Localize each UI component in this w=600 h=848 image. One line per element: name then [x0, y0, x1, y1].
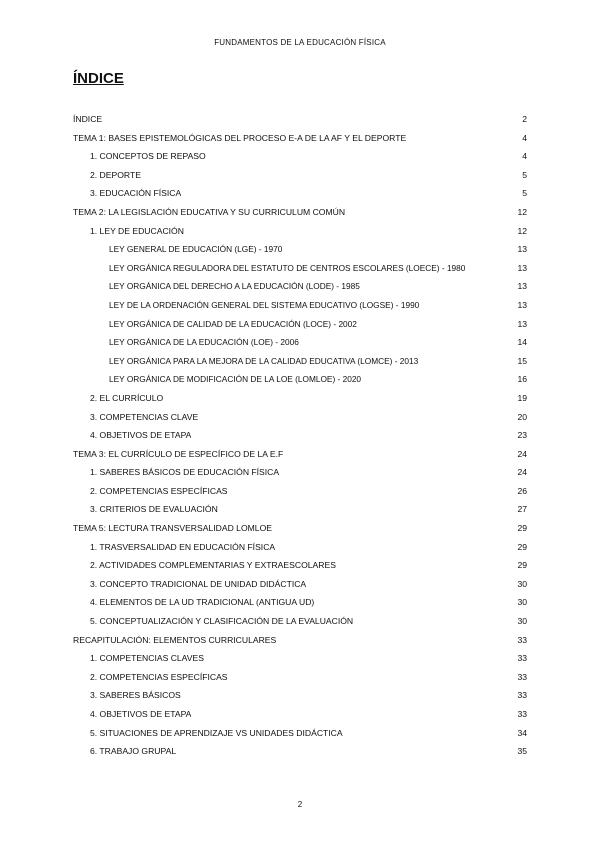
toc-entry[interactable] [73, 686, 527, 705]
toc-entry-label: 2. COMPETENCIAS ESPECÍFICAS [90, 485, 228, 496]
toc-entry-page: 33 [517, 671, 527, 682]
toc-entry-page: 4 [522, 151, 527, 162]
toc-entry-label: LEY ORGÁNICA PARA LA MEJORA DE LA CALIDAD EDUCATIVA (LOMCE) - 2013 [109, 355, 419, 366]
toc-entry-label: 3. CRITERIOS DE EVALUACIÓN [90, 504, 218, 515]
toc-entry-page: 29 [517, 523, 527, 534]
toc-entry-page: 35 [517, 746, 527, 757]
toc-entry[interactable] [73, 315, 527, 334]
toc-entry[interactable] [73, 259, 527, 278]
toc-entry[interactable] [73, 593, 527, 612]
toc-entry[interactable] [73, 277, 527, 296]
toc-entry[interactable] [73, 500, 527, 519]
toc-entry[interactable] [73, 426, 527, 445]
toc-entry[interactable] [73, 482, 527, 501]
toc-entry-page: 30 [517, 597, 527, 608]
toc-entry-label: 4. OBJETIVOS DE ETAPA [90, 430, 192, 441]
toc-entry-label: ÍNDICE [73, 114, 103, 124]
toc-entry-label: 3. SABERES BÁSICOS [90, 690, 181, 701]
toc-entry-page: 33 [517, 709, 527, 719]
toc-entry-page: 27 [517, 504, 527, 515]
toc-entry-page: 30 [517, 578, 527, 589]
toc-entry-label: 1. COMPETENCIAS CLAVES [90, 653, 204, 664]
toc-entry-label: 3. CONCEPTO TRADICIONAL DE UNIDAD DIDÁCTICA [90, 578, 307, 589]
toc-entry-label: TEMA 2: LA LEGISLACIÓN EDUCATIVA Y SU CURRICULUM COMÚN [73, 206, 346, 217]
page-title: ÍNDICE [73, 70, 124, 87]
toc-entry[interactable] [73, 668, 527, 687]
toc-entry-page: 14 [517, 337, 527, 348]
toc-entry-label: 1. LEY DE EDUCACIÓN [90, 225, 184, 236]
toc-entry-page: 12 [517, 225, 527, 236]
toc-entry-page: 12 [517, 206, 527, 217]
toc-entry-label: 6. TRABAJO GRUPAL [90, 746, 177, 757]
toc-entry[interactable] [73, 649, 527, 668]
toc-entry-label: LEY DE LA ORDENACIÓN GENERAL DEL SISTEMA EDUCATIVO (LOGSE) - 1990 [109, 299, 420, 310]
toc-entry-label: 5. SITUACIONES DE APRENDIZAJE VS UNIDADES DIDÁCTICA [90, 727, 343, 738]
toc-entry-label: 1. TRASVERSALIDAD EN EDUCACIÓN FÍSICA [90, 541, 276, 552]
toc-entry-label: 5. CONCEPTUALIZACIÓN Y CLASIFICACIÓN DE LA EVALUACIÓN [90, 616, 354, 627]
toc-entry[interactable] [73, 538, 527, 557]
toc-entry[interactable] [73, 463, 527, 482]
toc-entry-label: LEY ORGÁNICA DEL DERECHO A LA EDUCACIÓN (LODE) - 1985 [109, 281, 360, 292]
toc-entry[interactable] [73, 147, 527, 166]
toc-entry-page: 13 [517, 262, 527, 273]
toc-entry[interactable] [73, 631, 527, 650]
toc-entry-page: 24 [517, 448, 527, 459]
running-header: FUNDAMENTOS DE LA EDUCACIÓN FÍSICA [214, 38, 386, 47]
toc-entry-page: 13 [517, 299, 527, 310]
toc-entry-page: 24 [517, 467, 527, 478]
toc-entry-label: 4. OBJETIVOS DE ETAPA [90, 709, 192, 719]
toc-entry-page: 13 [517, 318, 527, 329]
toc-entry[interactable] [73, 408, 527, 427]
toc-entry-label: TEMA 5: LECTURA TRANSVERSALIDAD LOMLOE [73, 523, 272, 534]
toc-entry[interactable] [73, 203, 527, 222]
toc-entry-label: LEY ORGÁNICA DE LA EDUCACIÓN (LOE) - 2006 [109, 337, 299, 348]
toc-entry-label: 3. EDUCACIÓN FÍSICA [90, 188, 182, 199]
toc-entry-page: 13 [517, 281, 527, 292]
toc-entry-page: 5 [522, 188, 527, 199]
toc-entry-page: 26 [517, 485, 527, 496]
toc-entry-label: 2. EL CURRÍCULO [90, 392, 164, 403]
toc-entry[interactable] [73, 612, 527, 631]
toc-entry-page: 23 [517, 430, 527, 441]
toc-entry-label: 1. CONCEPTOS DE REPASO [90, 151, 206, 162]
toc-entry[interactable] [73, 352, 527, 371]
toc-entry-label: 2. ACTIVIDADES COMPLEMENTARIAS Y EXTRAESCOLARES [90, 560, 336, 571]
toc-entry[interactable] [73, 184, 527, 203]
toc-entry-page: 33 [517, 653, 527, 664]
toc-entry-page: 20 [517, 411, 527, 422]
toc-entry[interactable] [73, 705, 527, 724]
toc-entry-label: LEY ORGÁNICA DE CALIDAD DE LA EDUCACIÓN (LOCE) - 2002 [109, 318, 357, 329]
toc-entry[interactable] [73, 166, 527, 185]
toc-entry-page: 33 [517, 690, 527, 701]
toc-entry-page: 34 [517, 727, 527, 738]
toc-entry-label: TEMA 1: BASES EPISTEMOLÓGICAS DEL PROCESO E-A DE LA AF Y EL DEPORTE [73, 132, 407, 143]
toc-entry-label: 2. COMPETENCIAS ESPECÍFICAS [90, 671, 228, 682]
toc-entry-page: 4 [522, 132, 527, 143]
toc-entry[interactable] [73, 110, 527, 129]
toc-entry-label: 1. SABERES BÁSICOS DE EDUCACIÓN FÍSICA [90, 467, 280, 478]
toc-entry-label: TEMA 3: EL CURRÍCULO DE ESPECÍFICO DE LA E.F [73, 448, 284, 459]
toc-entry[interactable] [73, 333, 527, 352]
toc-entry[interactable] [73, 240, 527, 259]
toc-entry[interactable] [73, 389, 527, 408]
toc-entry-page: 16 [517, 374, 527, 385]
toc-entry[interactable] [73, 742, 527, 761]
page-number: 2 [297, 800, 303, 809]
toc-entry[interactable] [73, 556, 527, 575]
toc-entry-page: 29 [517, 541, 527, 552]
toc-entry-label: 2. DEPORTE [90, 169, 141, 180]
toc-entry-label: 4. ELEMENTOS DE LA UD TRADICIONAL (ANTIGUA UD) [90, 597, 315, 608]
toc-entry[interactable] [73, 296, 527, 315]
toc-entry[interactable] [73, 519, 527, 538]
toc-entry-page: 30 [517, 616, 527, 627]
toc-entry[interactable] [73, 222, 527, 241]
toc-entry[interactable] [73, 129, 527, 148]
toc-entry[interactable] [73, 724, 527, 743]
toc-entry[interactable] [73, 370, 527, 389]
toc-entry-page: 5 [522, 169, 527, 180]
toc-entry-label: LEY ORGÁNICA DE MODIFICACIÓN DE LA LOE (LOMLOE) - 2020 [109, 374, 362, 385]
table-of-contents [73, 110, 527, 761]
toc-entry-page: 29 [517, 560, 527, 571]
toc-entry-page: 15 [517, 355, 527, 366]
toc-entry-page: 33 [517, 634, 527, 645]
toc-entry[interactable] [73, 575, 527, 594]
toc-entry-page: 2 [522, 114, 527, 124]
toc-entry-label: LEY ORGÁNICA REGULADORA DEL ESTATUTO DE CENTROS ESCOLARES (LOECE) - 1980 [109, 262, 466, 273]
toc-entry-label: LEY GENERAL DE EDUCACIÓN (LGE) - 1970 [109, 244, 283, 255]
toc-entry-label: RECAPITULACIÓN: ELEMENTOS CURRICULARES [73, 634, 277, 645]
toc-entry[interactable] [73, 445, 527, 464]
toc-entry-page: 13 [517, 244, 527, 255]
toc-entry-page: 19 [517, 392, 527, 403]
toc-entry-label: 3. COMPETENCIAS CLAVE [90, 411, 199, 422]
